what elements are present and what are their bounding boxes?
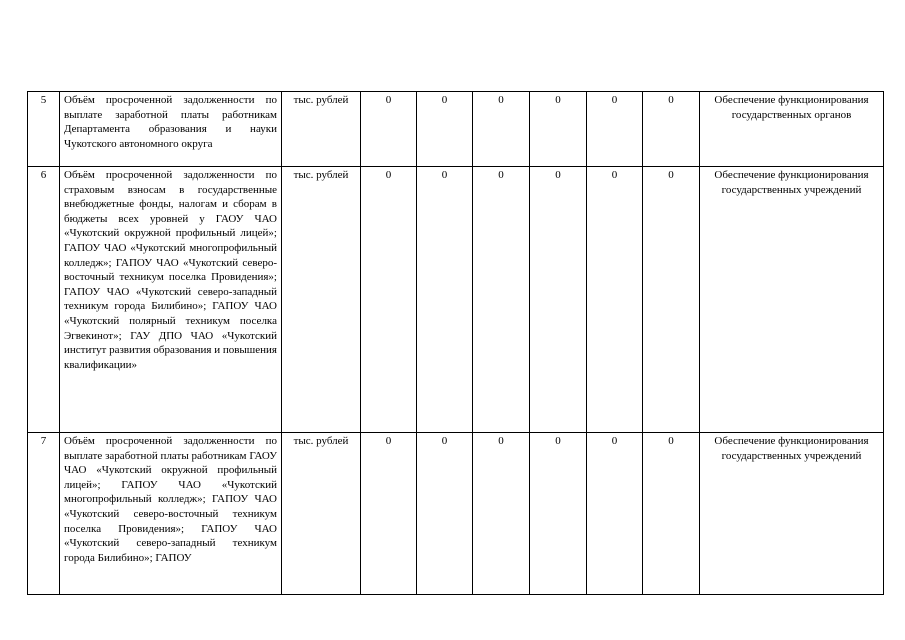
row-number: 5: [28, 92, 60, 167]
indicator-description: Объём просроченной задолженности по выплате заработной платы работникам ГАОУ ЧАО «Чукотский окружной профильный лицей»; ГАПОУ ЧАО «Чукотский многопрофильный колледж»; ГАПОУ ЧАО «Чукотский северо-восточный техникум поселка Провидения»; ГАПОУ ЧАО «Чукотский северо-западный техникум города Билибино»; ГАПОУ: [60, 433, 282, 595]
value-cell: 0: [473, 433, 530, 595]
value-cell: 0: [417, 92, 473, 167]
row-number: 6: [28, 167, 60, 433]
value-cell: 0: [473, 167, 530, 433]
goal-cell: Обеспечение функционирования государственных учреждений: [700, 433, 884, 595]
value-cell: 0: [530, 92, 587, 167]
table-row: [28, 92, 884, 167]
value-cell: 0: [643, 433, 700, 595]
indicator-description: Объём просроченной задолженности по выплате заработной платы работникам Департамента образования и науки Чукотского автономного округа: [60, 92, 282, 167]
value-cell: 0: [587, 92, 643, 167]
unit-cell: тыс. рублей: [282, 92, 361, 167]
indicator-description: Объём просроченной задолженности по страховым взносам в государственные внебюджетные фонды, налогам и сборам в бюджеты всех уровней у ГАОУ ЧАО «Чукотский окружной профильный лицей»; ГАПОУ ЧАО «Чукотский многопрофильный колледж»; ГАПОУ ЧАО «Чукотский северо-восточный техникум поселка Провидения»; ГАПОУ ЧАО «Чукотский северо-западный техникум города Билибино»; ГАПОУ ЧАО «Чукотский полярный техникум поселка Эгвекинот»; ГАУ ДПО ЧАО «Чукотский институт развития образования и повышения квалификации»: [60, 167, 282, 433]
unit-cell: тыс. рублей: [282, 433, 361, 595]
value-cell: 0: [643, 92, 700, 167]
value-cell: 0: [361, 433, 417, 595]
goal-cell: Обеспечение функционирования государственных учреждений: [700, 167, 884, 433]
table-row: [28, 167, 884, 433]
goal-cell: Обеспечение функционирования государственных органов: [700, 92, 884, 167]
table-row: [28, 433, 884, 595]
indicators-table: [27, 91, 884, 595]
value-cell: 0: [643, 167, 700, 433]
value-cell: 0: [361, 92, 417, 167]
value-cell: 0: [587, 433, 643, 595]
value-cell: 0: [417, 433, 473, 595]
value-cell: 0: [530, 167, 587, 433]
row-number: 7: [28, 433, 60, 595]
value-cell: 0: [417, 167, 473, 433]
unit-cell: тыс. рублей: [282, 167, 361, 433]
value-cell: 0: [361, 167, 417, 433]
value-cell: 0: [530, 433, 587, 595]
value-cell: 0: [587, 167, 643, 433]
value-cell: 0: [473, 92, 530, 167]
